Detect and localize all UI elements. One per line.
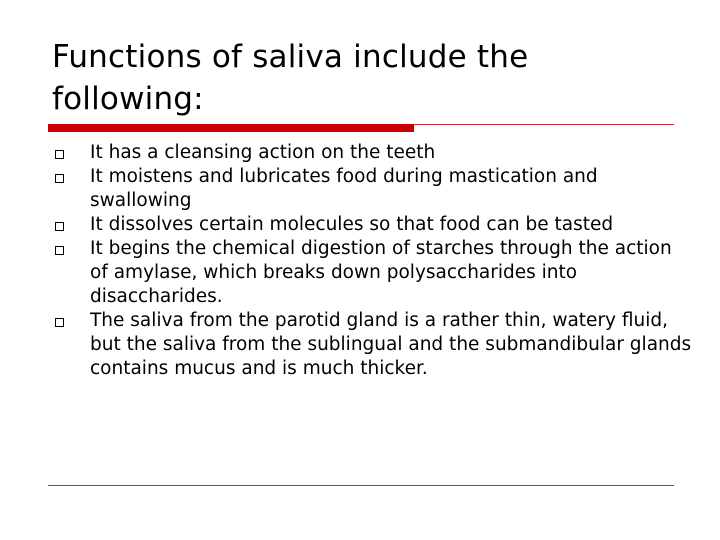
- title-divider: [48, 124, 674, 132]
- bullet-text: It begins the chemical digestion of starches through the action of amylase, which breaks down polysaccharides into disaccharides.: [90, 238, 672, 307]
- bullet-text: The saliva from the parotid gland is a rather thin, watery fluid, but the saliva from the sublingual and the submandibular glands contains mucus and is much thicker.: [90, 310, 692, 379]
- footer-divider-line: [48, 485, 674, 486]
- bullet-text: It dissolves certain molecules so that food can be tasted: [90, 214, 614, 235]
- hollow-square-bullet-icon: [55, 174, 64, 183]
- bullet-text: It has a cleansing action on the teeth: [90, 142, 436, 163]
- bullet-item: [52, 309, 692, 381]
- title-divider-accent-bar: [48, 124, 414, 132]
- hollow-square-bullet-icon: [55, 222, 64, 231]
- bullet-item: [52, 237, 692, 309]
- bullet-list: [52, 141, 692, 381]
- hollow-square-bullet-icon: [55, 318, 64, 327]
- slide-title: Functions of saliva include the following:: [52, 39, 529, 117]
- bullet-item: [52, 165, 692, 213]
- bullet-item: [52, 141, 692, 165]
- hollow-square-bullet-icon: [55, 150, 64, 159]
- bullet-item: [52, 213, 692, 237]
- hollow-square-bullet-icon: [55, 246, 64, 255]
- bullet-text: It moistens and lubricates food during mastication and swallowing: [90, 166, 598, 211]
